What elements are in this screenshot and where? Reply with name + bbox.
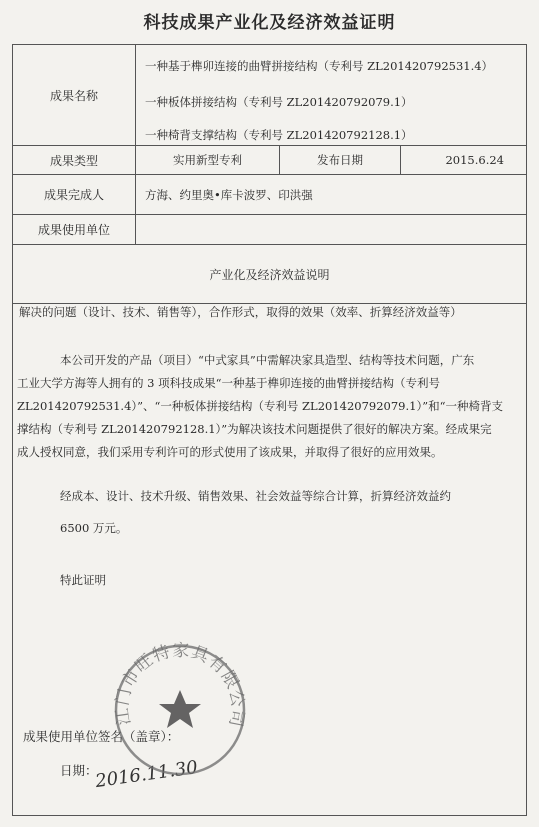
achievement-name-1: 一种基于榫卯连接的曲臂拼接结构（专利号 ZL201420792531.4）	[145, 59, 494, 73]
label-authors: 成果完成人	[13, 175, 136, 214]
page-title: 科技成果产业化及经济效益证明	[143, 13, 396, 33]
certificate-form	[12, 44, 527, 816]
company-seal	[110, 640, 250, 780]
section-heading: 产业化及经济效益说明	[209, 267, 330, 282]
date-sign-label: 日期：	[60, 763, 98, 778]
achievement-type-value: 实用新型专利	[136, 146, 280, 174]
using-unit-value	[145, 215, 515, 244]
authors-value: 方海、约里奥•库卡波罗、印洪强	[145, 187, 313, 202]
signature-label: 成果使用单位签名（盖章）：	[23, 729, 180, 744]
paragraph-line: 经成本、设计、技术升级、销售效果、社会效益等综合计算，折算经济效益约	[60, 489, 451, 503]
paragraph-line: 成人授权同意，我们采用专利许可的形式使用了该成果，并取得了很好的应用效果。	[17, 445, 443, 459]
label-publish-date: 发布日期	[280, 146, 401, 174]
label-achievement-type: 成果类型	[13, 146, 136, 174]
label-achievement-name: 成果名称	[13, 45, 136, 145]
paragraph-line: 本公司开发的产品（项目）“中式家具”中需解决家具造型、结构等技术问题，广东	[60, 353, 475, 367]
achievement-name-2: 一种板体拼接结构（专利号 ZL201420792079.1）	[145, 95, 413, 109]
seal-graphic	[110, 640, 250, 780]
seal-star-icon	[159, 690, 201, 728]
row-section-heading	[13, 245, 526, 304]
handwritten-date: 2016.11.30	[94, 756, 200, 793]
paragraph-line: 撑结构（专利号 ZL201420792128.1）”为解决该技术问题提供了很好的解决方案。经成果完	[17, 422, 492, 436]
instruction-text: 解决的问题（设计、技术、销售等），合作形式，取得的效果（效率、折算经济效益等）	[19, 305, 462, 319]
row-achievement-name	[13, 45, 526, 146]
row-using-unit	[13, 215, 526, 245]
seal-text: 江门市旺特家具有限公司	[112, 640, 248, 730]
paragraph-line: 6500 万元。	[60, 521, 128, 535]
paragraph-line: 工业大学方海等人拥有的 3 项科技成果“一种基于榫卯连接的曲臂拼接结构（专利号	[17, 376, 441, 390]
achievement-name-3: 一种椅背支撑结构（专利号 ZL201420792128.1）	[145, 128, 413, 142]
row-authors	[13, 175, 526, 215]
special-proof-text: 特此证明	[60, 573, 106, 587]
paragraph-line: ZL201420792531.4）”、“一种板体拼接结构（专利号 ZL201420792079.1）”和“一种椅背支	[17, 399, 503, 413]
row-achievement-type	[13, 146, 526, 175]
label-using-unit: 成果使用单位	[13, 215, 136, 244]
publish-date-value: 2015.6.24	[445, 153, 504, 167]
